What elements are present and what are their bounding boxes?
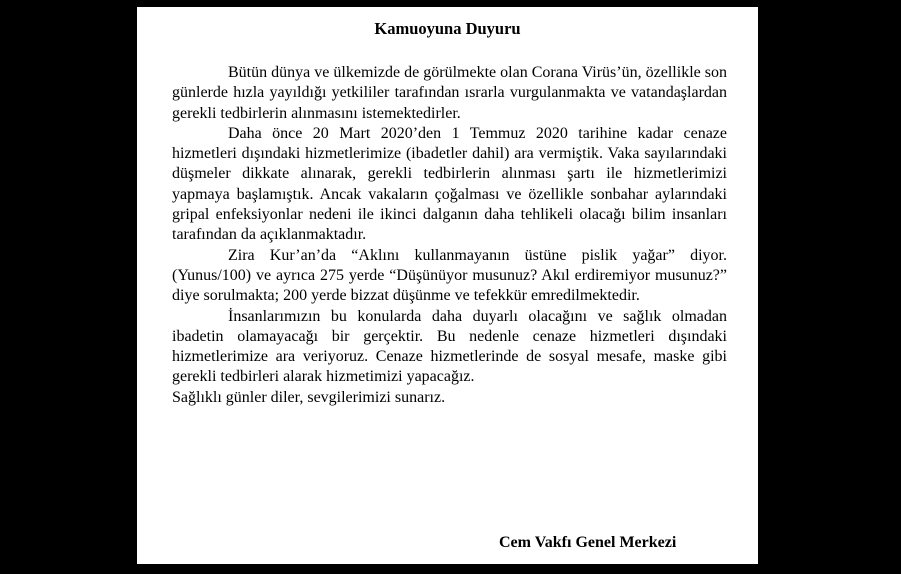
signature: Cem Vakfı Genel Merkezi [499,534,677,551]
announcement-page [137,7,758,564]
document-title: Kamuoyuna Duyuru [374,19,521,38]
paragraph-2: Daha önce 20 Mart 2020’den 1 Temmuz 2020 tarihine kadar cenaze hizmetleri dışındaki hizmetlerimize (ibadetler dahil) ara vermiştik. Vaka sayılarındaki düşmeler dikkate alınarak, gerekli tedbirlerin alınması şartı ile hizmetlerimizi yapmaya başlamıştık. Ancak vakaların çoğalması ve özellikle sonbahar aylarındaki gripal enfeksiyonlar nedeni ile ikinci dalganın daha tehlikeli olacağı bilim insanları tarafından da açıklanmaktadır. [172,124,727,244]
paragraph-3: Zira Kur’an’da “Aklını kullanmayanın üstüne pislik yağar” diyor. (Yunus/100) ve ayrıca 275 yerde “Düşünüyor musunuz? Akıl erdiremiyor musunuz?” diye sorulmakta; 200 yerde bizzat düşünme ve tefekkür emredilmektedir. [172,246,727,305]
paragraph-1: Bütün dünya ve ülkemizde de görülmekte olan Corana Virüs’ün, özellikle son günlerde hızla yayıldığı yetkililer tarafından ısrarla vurgulanmakta ve vatandaşlardan gerekli tedbirlerin alınmasını istemektedirler. [172,64,727,122]
closing-line: Sağlıklı günler diler, sevgilerimizi sunarız. [172,388,446,406]
paragraph-4: İnsanlarımızın bu konularda daha duyarlı olacağını ve sağlık olmadan ibadetin olamayacağı bir gerçektir. Bu nedenle cenaze hizmetleri dışındaki hizmetlerimize ara veriyoruz. Cenaze hizmetlerinde de sosyal mesafe, maske gibi gerekli tedbirleri alarak hizmetimizi yapacağız. [172,307,727,386]
document-body [172,63,727,408]
